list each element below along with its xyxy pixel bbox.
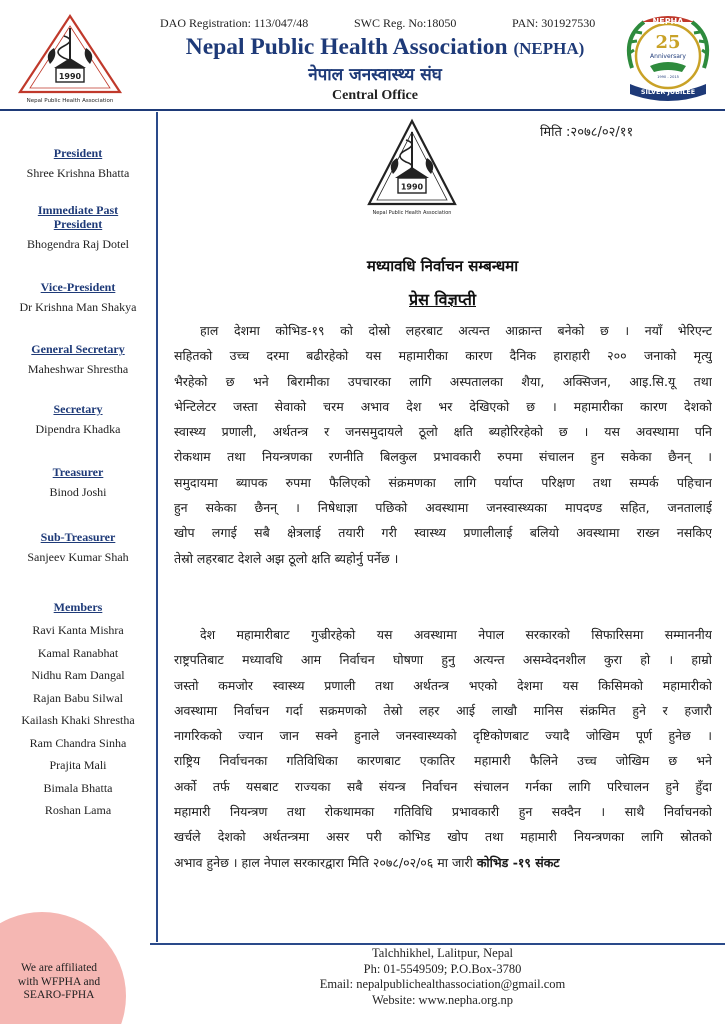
affiliation-line: with WFPHA and <box>17 975 101 988</box>
role-president: President <box>53 146 103 160</box>
name-treasurer: Binod Joshi <box>49 485 107 499</box>
text-line: सहितको उच्च दरमा बढीरहेको यस महामारीका कारण दैनिक हाराहारी २०० जनाको मृत्यु <box>174 348 712 364</box>
center-logo <box>365 118 459 220</box>
text-line: हुन सकेका छैनन् । निषेधाज्ञा पछिको अवस्थामा जनस्वास्थ्यका मापदण्ड सहित, जनतालाई <box>174 500 712 516</box>
text-line: स्वास्थ्य प्रणाली, अर्थतन्त्र र जनसमुदायले ठूलो क्षति ब्यहोरिरहेको छ । यस अवस्थामा पनि <box>174 424 712 440</box>
text-line: देश महामारीबाट गुज्रीरहेको यस अवस्थामा नेपाल सरकारको सिफारिसमा सम्माननीय <box>200 627 712 642</box>
org-abbreviation: (NEPHA) <box>513 39 585 58</box>
nepha-emblem-icon <box>365 118 459 212</box>
letter-title <box>170 288 715 310</box>
name-secretary: Dipendra Khadka <box>35 422 121 436</box>
svg-text:NEPHA: NEPHA <box>652 17 684 26</box>
role-general-secretary: General Secretary <box>31 342 125 356</box>
text-line: महामारी नियन्त्रण तथा रोकथामका गतिविधि प्रभावकारी हुन सक्दैन । साथै निर्वाचनको <box>174 804 712 820</box>
affiliation-line: We are affiliated <box>20 962 98 974</box>
footer-divider <box>150 943 725 945</box>
letter-subject: मध्यावधि निर्वाचन सम्बन्धमा <box>366 257 519 275</box>
office-label: Central Office <box>332 88 418 103</box>
contact-footer <box>160 946 725 1008</box>
dao-registration: DAO Registration: 113/047/48 <box>160 16 309 30</box>
text-line: राष्ट्रपतिबाट मध्यावधि आम निर्वाचन घोषणा हुनु अत्यन्त असम्वेदनशील कुरा हो । हाम्रो <box>174 652 712 668</box>
affiliation-note <box>0 962 118 1003</box>
svg-text:1990: 1990 <box>400 182 424 192</box>
role-secretary: Secretary <box>53 402 103 416</box>
letterhead <box>0 0 725 112</box>
members-heading: Members <box>53 600 103 614</box>
name-president: Shree Krishna Bhatta <box>26 166 130 180</box>
svg-text:SILVER JUBILEE: SILVER JUBILEE <box>640 88 696 96</box>
nepha-emblem-icon <box>14 12 126 100</box>
name-sub-treasurer: Sanjeev Kumar Shah <box>27 550 129 564</box>
text-line: अर्को तर्फ यसबाट राज्यका सबै संयन्त्र निर्वाचन संचालन गर्नका लागि परिचालन हुने हुँदा <box>174 778 712 794</box>
name-immediate-past-president: Bhogendra Raj Dotel <box>27 237 129 251</box>
text-line: रोकथाम तथा नियन्त्रणका रणनीति बिलकुल प्रभावकारी रुपमा संचालन हुन सकेका छैनन् । <box>174 449 712 465</box>
member-name: Nidhu Ram Dangal <box>31 668 125 682</box>
bold-text-segment: कोभिड -१९ संकट <box>476 854 560 870</box>
pan-number: PAN: 301927530 <box>512 16 596 30</box>
swc-registration: SWC Reg. No:18050 <box>354 16 457 30</box>
nepha-logo <box>14 12 126 108</box>
jubilee-badge-icon <box>620 10 716 106</box>
svg-text:25: 25 <box>655 32 681 53</box>
text-line: तेस्रो लहरबाट देशले अझ ठूलो क्षति ब्यहोर्नु पर्नेछ । <box>174 550 399 566</box>
member-name: Kamal Ranabhat <box>37 645 119 660</box>
sidebar-divider <box>156 112 158 942</box>
logo-caption: Nepal Public Health Association <box>372 210 452 216</box>
member-name: Roshan Lama <box>44 803 112 817</box>
role-treasurer: Treasurer <box>52 465 104 479</box>
member-name: Ravi Kanta Mishra <box>32 623 124 637</box>
member-name: Kailash Khaki Shrestha <box>21 713 135 727</box>
phone: Ph: 01-5549509; P.O.Box-3780 <box>363 961 522 976</box>
website-link[interactable]: Website: www.nepha.org.np <box>372 992 513 1007</box>
text-line: भैरहेको छ भने बिरामीका उपचारका लागि अस्पतालका शैया, अक्सिजन, आइ.सि.यू तथा <box>174 373 712 389</box>
paragraph-2 <box>174 622 712 875</box>
svg-text:Anniversary: Anniversary <box>650 53 686 60</box>
text-line <box>174 850 712 875</box>
header-divider <box>0 109 725 111</box>
member-name: Ram Chandra Sinha <box>29 735 127 750</box>
letter-date: मिति :२०७८/०२/११ <box>540 125 634 140</box>
paragraph-1 <box>174 318 712 571</box>
org-name-english <box>150 34 620 61</box>
text-line: भेन्टिलेटर जस्ता सेवाको चरम अभाव देश भर देखिएको छ । महामारीका कारण देशको <box>174 398 712 414</box>
address: Talchhikhel, Lalitpur, Nepal <box>372 946 513 960</box>
svg-text:1990: 1990 <box>58 72 82 81</box>
name-general-secretary: Maheshwar Shrestha <box>27 362 129 376</box>
name-vice-president: Dr Krishna Man Shakya <box>19 300 137 314</box>
members-list <box>0 619 156 822</box>
logo-caption: Nepal Public Health Association <box>26 98 114 104</box>
role-sub-treasurer: Sub-Treasurer <box>40 530 116 544</box>
org-name-nepali: नेपाल जनस्वास्थ्य संघ <box>308 65 442 85</box>
text-segment: अभाव हुनेछ । हाल नेपाल सरकारद्वारा मिति २०७८/०२/०६ मा जारी <box>174 854 473 870</box>
role-immediate-past-president: Immediate Past President <box>37 203 119 231</box>
text-line: अवस्थामा निर्वाचन गर्दा सक्रमणको तेस्रो लहर आई लाखौ मानिस संक्रमित हुने र हजारौ <box>174 702 712 718</box>
text-line: हाल देशमा कोभिड-१९ को दोस्रो लहरबाट अत्यन्त आक्रान्त बनेको छ । नयाँ भेरिएन्ट <box>200 323 712 338</box>
email-link[interactable]: Email: nepalpublichealthassociation@gmail.com <box>319 977 566 991</box>
text-line: समुदायमा ब्यापक रुपमा फैलिएको संक्रमणका लागि पर्याप्त परिक्षण तथा सम्पर्क पहिचान <box>174 474 712 490</box>
text-line: राष्ट्रिय निर्वाचनका गतिविधिका कारणबाट एकातिर महामारी फैलिने उच्च जोखिम छ भने <box>174 753 712 769</box>
member-name: Rajan Babu Silwal <box>33 690 123 705</box>
press-release-title: प्रेस विज्ञप्ती <box>409 290 476 309</box>
text-line: खोप लगाई सबै क्षेत्रलाई तयारी गरी स्वास्थ्य प्रणालीलाई बलियो अवस्थामा राख्न नसकिए <box>174 525 712 541</box>
org-name: Nepal Public Health Association <box>185 34 508 60</box>
text-line: नागरिकको ज्यान जान सक्ने हुनाले जनस्वास्थ्यको दृष्टिकोणबाट ज्यादै जोखिम पूर्ण हुनेछ । <box>174 728 712 744</box>
svg-text:1990 - 2015: 1990 - 2015 <box>657 75 679 79</box>
affiliation-line: SEARO-FPHA <box>23 989 95 1001</box>
silver-jubilee-logo <box>620 10 716 106</box>
role-vice-president: Vice-President <box>40 280 116 294</box>
member-name: Prajita Mali <box>49 758 107 772</box>
member-name: Bimala Bhatta <box>43 780 113 795</box>
text-line: खर्चले देशको अर्थतन्त्रमा असर परी कोभिड खोप तथा महामारी नियन्त्रणका लागि स्रोतको <box>174 829 712 845</box>
text-line: जस्तो कमजोर स्वास्थ्य प्रणाली तथा अर्थतन्त्र भएको देशमा यस किसिमको महामारीको <box>174 677 712 693</box>
